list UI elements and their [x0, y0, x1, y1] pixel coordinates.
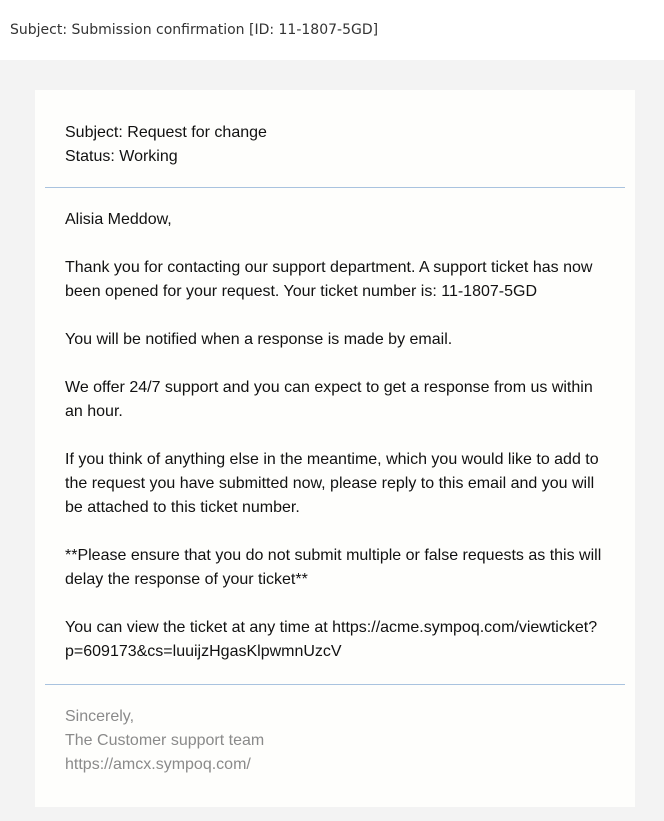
paragraph-reply-info: If you think of anything else in the meantime, which you would like to add to the request you have submitted now, please reply to this email and you will be attached to this ticket number.	[65, 451, 599, 516]
ticket-subject: Subject: Request for change	[65, 124, 267, 141]
email-subject: Subject: Submission confirmation [ID: 11-1807-5GD]	[10, 22, 379, 38]
paragraph-view-ticket	[65, 616, 605, 664]
view-ticket-link[interactable]: https://acme.sympoq.com/viewticket?p=609173&cs=luuijzHgasKlpwmnUzcV	[65, 619, 598, 660]
view-ticket-prefix: You can view the ticket at any time at	[65, 619, 333, 636]
greeting: Alisia Meddow,	[65, 211, 172, 228]
paragraph-ticket-opened: Thank you for contacting our support department. A support ticket has now been opened for your request. Your ticket number is: 11-1807-5GD	[65, 259, 593, 300]
paragraph-notification: You will be notified when a response is made by email.	[65, 331, 453, 348]
email-card	[35, 90, 635, 807]
signature-team: The Customer support team	[65, 732, 265, 749]
signature-closing: Sincerely,	[65, 708, 135, 725]
signature	[35, 685, 635, 777]
email-subject-bar	[0, 0, 664, 60]
ticket-status: Status: Working	[65, 148, 178, 165]
paragraph-support-hours: We offer 24/7 support and you can expect to get a response from us within an hour.	[65, 379, 593, 420]
signature-url[interactable]: https://amcx.sympoq.com/	[65, 756, 251, 773]
paragraph-warning: **Please ensure that you do not submit multiple or false requests as this will delay the response of your ticket**	[65, 547, 602, 588]
message-body	[35, 188, 635, 684]
ticket-meta	[35, 90, 635, 187]
